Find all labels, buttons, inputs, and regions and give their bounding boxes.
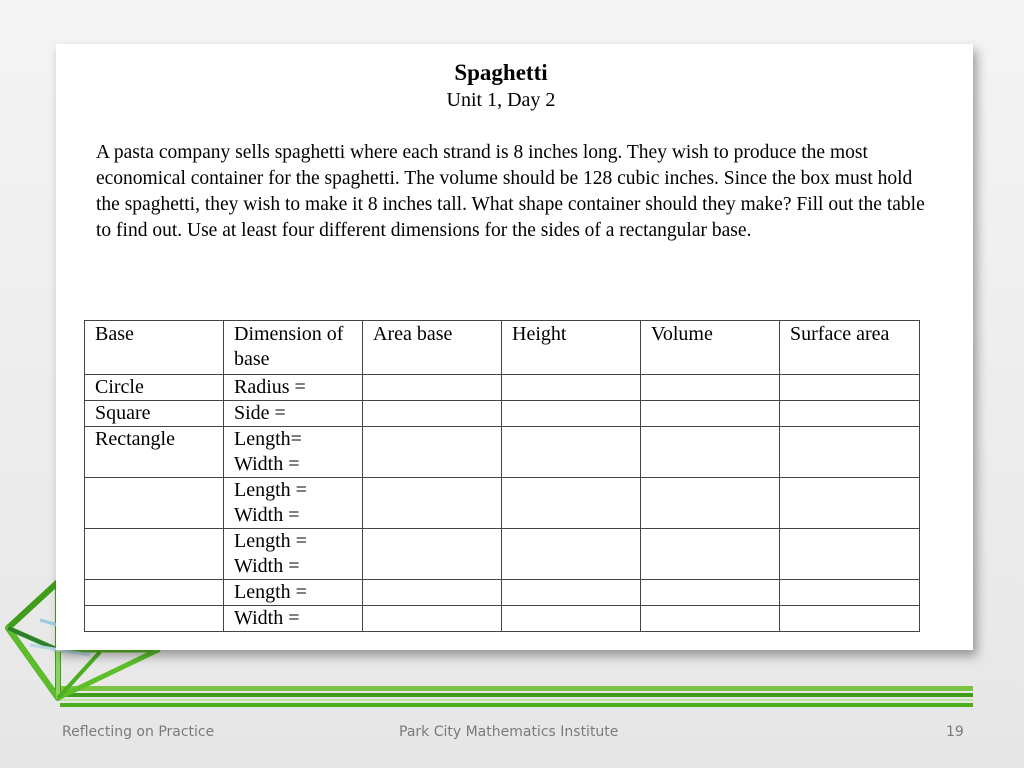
page-number: 19	[946, 724, 964, 740]
document-subtitle: Unit 1, Day 2	[446, 89, 556, 111]
column-header: Dimension of base	[224, 321, 363, 375]
area-base-cell	[363, 606, 502, 632]
dimension-cell	[224, 529, 363, 580]
table-header-row	[85, 321, 920, 375]
table-row	[85, 580, 920, 606]
surface-area-cell	[780, 606, 920, 632]
table-row	[85, 606, 920, 632]
base-cell	[85, 529, 224, 580]
volume-cell	[641, 375, 780, 401]
column-header: Area base	[363, 321, 502, 375]
dimension-line: Width =	[234, 453, 300, 475]
volume-cell	[641, 529, 780, 580]
worksheet-table	[84, 320, 920, 632]
height-cell	[502, 580, 641, 606]
footer-center-text: Park City Mathematics Institute	[399, 724, 619, 740]
surface-area-cell	[780, 478, 920, 529]
table-row	[85, 375, 920, 401]
dimension-cell	[224, 478, 363, 529]
dimension-line: Width =	[234, 555, 300, 577]
height-cell	[502, 529, 641, 580]
dimension-cell	[224, 375, 363, 401]
dimension-cell	[224, 427, 363, 478]
dimension-line: Side =	[234, 402, 286, 424]
surface-area-cell	[780, 427, 920, 478]
area-base-cell	[363, 401, 502, 427]
height-cell	[502, 606, 641, 632]
area-base-cell	[363, 375, 502, 401]
volume-cell	[641, 580, 780, 606]
surface-area-cell	[780, 529, 920, 580]
area-base-cell	[363, 529, 502, 580]
volume-cell	[641, 401, 780, 427]
document-title: Spaghetti	[454, 60, 548, 85]
dimension-line: Radius =	[234, 376, 306, 398]
volume-cell	[641, 427, 780, 478]
dimension-cell	[224, 580, 363, 606]
green-stripes	[60, 686, 973, 707]
worksheet-document	[56, 44, 973, 650]
height-cell	[502, 478, 641, 529]
volume-cell	[641, 478, 780, 529]
area-base-cell	[363, 427, 502, 478]
column-header: Height	[502, 321, 641, 375]
height-cell	[502, 375, 641, 401]
footer-left-text: Reflecting on Practice	[62, 724, 215, 740]
dimension-line: Length=	[234, 428, 302, 450]
column-header: Base	[85, 321, 224, 375]
dimension-line: Width =	[234, 607, 300, 629]
surface-area-cell	[780, 580, 920, 606]
surface-area-cell	[780, 375, 920, 401]
height-cell	[502, 401, 641, 427]
area-base-cell	[363, 580, 502, 606]
base-cell	[85, 478, 224, 529]
column-header: Surface area	[780, 321, 920, 375]
dimension-line: Length =	[234, 530, 307, 552]
problem-statement: A pasta company sells spaghetti where each strand is 8 inches long. They wish to produce the most economical container for the spaghetti. The volume should be 128 cubic inches. Since the box must hold the spaghetti, they wish to make it 8 inches tall. What shape container should they make? Fill out the table to find out. Use at least four different dimensions for the sides of a rectangular base.	[96, 142, 925, 241]
dimension-line: Width =	[234, 504, 300, 526]
dimension-cell	[224, 401, 363, 427]
table-row	[85, 529, 920, 580]
base-cell: Circle	[85, 375, 224, 401]
base-cell: Square	[85, 401, 224, 427]
volume-cell	[641, 606, 780, 632]
base-cell	[85, 606, 224, 632]
surface-area-cell	[780, 401, 920, 427]
column-header: Volume	[641, 321, 780, 375]
table-row	[85, 478, 920, 529]
base-cell: Rectangle	[85, 427, 224, 478]
height-cell	[502, 427, 641, 478]
area-base-cell	[363, 478, 502, 529]
dimension-line: Length =	[234, 479, 307, 501]
base-cell	[85, 580, 224, 606]
dimension-cell	[224, 606, 363, 632]
table-row	[85, 427, 920, 478]
dimension-line: Length =	[234, 581, 307, 603]
table-row	[85, 401, 920, 427]
